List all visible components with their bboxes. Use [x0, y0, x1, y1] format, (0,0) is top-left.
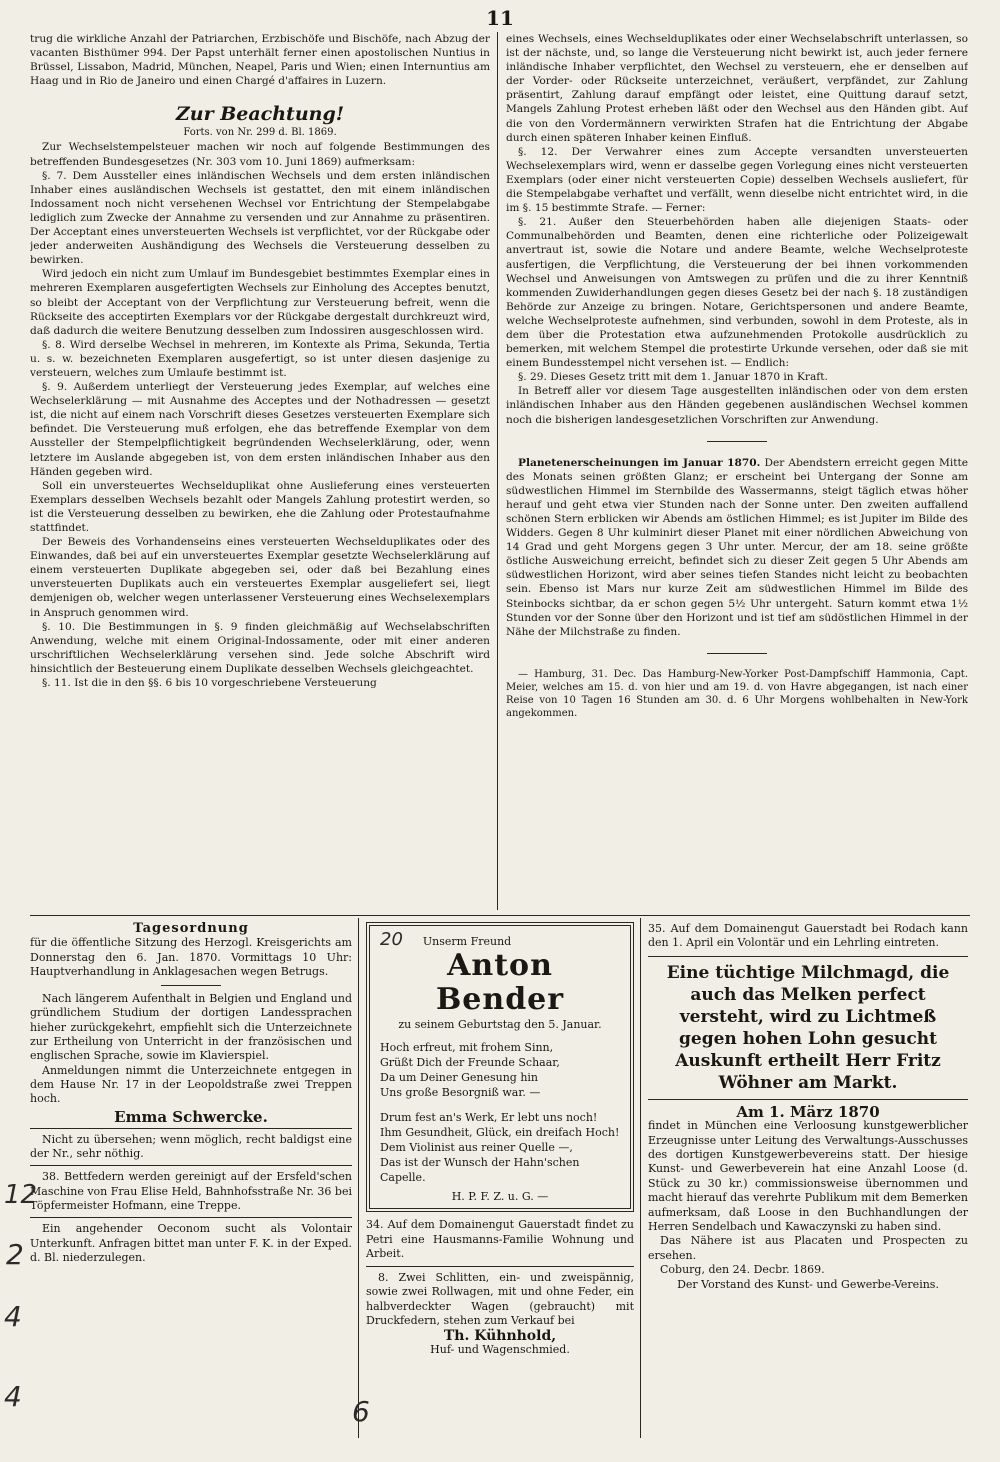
- planet-paragraph: [506, 456, 968, 639]
- coburg-date: Coburg, den 24. Decbr. 1869.: [660, 1263, 825, 1277]
- separator: [707, 653, 767, 654]
- handwritten-mark: 6: [352, 1395, 370, 1428]
- separator: [30, 1217, 352, 1218]
- separator: [30, 1128, 352, 1129]
- verse-line: Hoch erfreut, mit frohem Sinn,: [380, 1041, 554, 1054]
- separator: [648, 1099, 968, 1100]
- paragraph: eines Wechsels, eines Wechselduplikates oder einer Wechselabschrift unterlassen, so ist der nächste, und, so lange die Versteuerung nicht bewirkt ist, auch jeder fernere inländische Inhaber verpflichtet, den Wechsel zu versteuern, ehe er denselben auf der Vorder- oder Rückseite unterzeichnet, veräußert, verpfändet, zur Zahlung präsentirt, Zahlung darauf empfängt oder leistet, eine Quittung darauf setzt, Mangels Zahlung Protest erheben läßt oder den Wechsel aus den Händen gibt. Auf die von den Vordermännern verwirkten Strafen hat die Entrichtung der Abgabe durch einen späteren Inhaber keinen Einfluß.: [506, 33, 968, 144]
- verse-line: Uns große Besorgniß war. —: [380, 1086, 541, 1099]
- paragraph: §. 12. Der Verwahrer eines zum Accepte versandten unversteuerten Wechselexemplars wird, wenn er dasselbe gegen Vorlegung eines nicht versteuerten Exemplars (oder einer nicht versteuerten Copie) desselben Wechsels ausliefert, für die Stempelabgabe verhaftet und verfällt, wenn dieselbe nicht entrichtet wird, in die im §. 15 bestimmte Strafe. — Ferner:: [506, 145, 968, 215]
- article-subline: Forts. von Nr. 299 d. Bl. 1869.: [183, 127, 337, 139]
- paragraph: §. 10. Die Bestimmungen in §. 9 finden gleichmäßig auf Wechselabschriften Anwendung, welche mit einem Original-Indossamente, oder mit einer anderen urschriftlichen Wechselerklärung versehen sind. Jede solche Abschrift wird hinsichtlich der Besteuerung einem Duplikate desselben Wechsels gleichgeachtet.: [30, 620, 490, 675]
- schlitten-ad: 8. Zwei Schlitten, ein- und zweispännig, sowie zwei Rollwagen, mit und ohne Feder, ein halbverdeckter Wagen (gebraucht) mit Druckfedern, stehen zum Verkauf bei: [366, 1270, 634, 1327]
- maerz-heading: Am 1. März 1870: [736, 1102, 880, 1121]
- paragraph: §. 21. Außer den Steuerbehörden haben alle diejenigen Staats- oder Communalbehörden und Beamten, denen eine richterliche oder Polizeigewalt anvertraut ist, sowie die Notare und andere Beamte, welche Wechselproteste ausfertigen, die Verpflichtung, die Versteuerung der bei ihnen vorkommenden Wechsel und Anweisungen von Amtswegen zu prüfen und die zu ihrer Kenntniß kommenden Zuwiderhandlungen gegen dieses Gesetz bei der nach §. 18 zuständigen Behörde zur Anzeige zu bringen. Notare, Gerichtspersonen und andere Beamte, welche Wechselproteste aufnehmen, sind verbunden, sowohl in dem Proteste, als in dem über die Protestation etwa aufzunehmenden Protokolle ausdrücklich zu bemerken, mit welchem Stempel die protestirte Urkunde versehen, oder daß sie mit einem Bundesstempel nicht versehen ist. — Endlich:: [506, 216, 968, 370]
- column-divider-top: [497, 32, 498, 910]
- paragraph: §. 29. Dieses Gesetz tritt mit dem 1. Januar 1870 in Kraft.: [518, 371, 828, 384]
- handwritten-mark: 4: [4, 1300, 22, 1333]
- separator: [366, 1266, 634, 1267]
- ads-divider-left: [358, 918, 359, 1438]
- vorstand-sign: Der Vorstand des Kunst- und Gewerbe-Vereins.: [677, 1277, 939, 1291]
- maerz-text-2: Das Nähere ist aus Placaten und Prospecten zu ersehen.: [648, 1234, 968, 1262]
- paragraph: In Betreff aller vor diesem Tage ausgestellten inländischen oder von dem ersten inländischen Inhaber aus den Händen gegebenen ausländischen Wechsel kommen noch die bisherigen landesgesetzlichen Vorschriften zur Anwendung.: [506, 385, 968, 426]
- handwritten-mark: 12: [4, 1180, 38, 1210]
- paragraph: §. 8. Wird derselbe Wechsel in mehreren, im Kontexte als Prima, Sekunda, Tertia u. s. w. bezeichneten Exemplaren ausgefertigt, so ist unter diesen dasjenige zu versteuern, welches zum Umlaufe bestimmt ist.: [30, 338, 490, 379]
- verse-line: Das ist der Wunsch der Hahn'schen Capelle.: [380, 1156, 580, 1184]
- separator: [707, 441, 767, 442]
- planet-heading: Planetenerscheinungen im Januar 1870.: [518, 456, 761, 469]
- page-number: 11: [486, 6, 514, 30]
- emma-name: Emma Schwercke.: [114, 1107, 268, 1126]
- verse-line: Ihm Gesundheit, Glück, ein dreifach Hoch!: [380, 1126, 620, 1139]
- ads-right: [648, 922, 968, 1437]
- verse-line: Da um Deiner Genesung hin: [380, 1071, 539, 1084]
- hamburg-note: — Hamburg, 31. Dec. Das Hamburg-New-Yorker Post-Dampfschiff Hammonia, Capt. Meier, welches am 15. d. von hier und am 19. d. von Havre abgegangen, ist nach einer Reise von 10 Tagen 16 Stunden am 30. d. 6 Uhr Morgens wohlbehalten in New-York angekommen.: [506, 668, 968, 719]
- paragraph: Zur Wechselstempelsteuer machen wir noch auf folgende Bestimmungen des betreffenden Bundesgesetzes (Nr. 303 vom 10. Juni 1869) aufmerksam:: [30, 141, 490, 168]
- paragraph: Wird jedoch ein nicht zum Umlauf im Bundesgebiet bestimmtes Exemplar eines in mehreren Exemplaren ausgefertigten Wechsels zur Einholung des Acceptes benutzt, so bleibt der Acceptant von der Verpflichtung zur Versteuerung befreit, wenn die Rückseite des acceptirten Exemplars vor der Rückgabe dergestalt durchkreuzt wird, daß dadurch die weitere Benutzung desselben zum Indossiren ausgeschlossen wird.: [30, 268, 490, 337]
- box-header: [380, 929, 620, 950]
- section-divider: [30, 915, 970, 916]
- gauerstadt-35-ad: 35. Auf dem Domainengut Gauerstadt bei Rodach kann den 1. April ein Volontär und ein Lehrling eintreten.: [648, 922, 968, 950]
- emma-text: Nach längerem Aufenthalt in Belgien und England und gründlichem Studium der dortigen Landessprachen hieher zurückgekehrt, empfiehlt sich die Unterzeichnete zur Ertheilung von Unterricht in der französischen und englischen Sprache, sowie im Klavierspiel.: [30, 992, 352, 1063]
- ads-middle: [366, 1218, 634, 1438]
- milchmagd-ad: Eine tüchtige Milchmagd, die auch das Melken perfect versteht, wird zu Lichtmeß gegen hohen Lohn gesucht Auskunft ertheilt Herr Fritz Wöhner am Markt.: [666, 962, 950, 1093]
- separator: [161, 985, 221, 986]
- handwritten-mark: 4: [4, 1380, 22, 1413]
- paragraph: Soll ein unversteuertes Wechselduplikat ohne Auslieferung eines versteuerten Exemplars desselben Wechsels bezahlt oder Mangels Zahlung protestirt werden, so ist die Versteuerung desselben zu bewirken, ehe die Zahlung oder Protestaufnahme stattfindet.: [30, 479, 490, 534]
- planet-text: Der Abendstern erreicht gegen Mitte des Monats seinen größten Glanz; er erscheint bei Untergang der Sonne am südwestlichen Himmel im Sternbilde des Wassermanns, steigt täglich etwas höher herauf und geht etwa vier Stunden nach der Sonne unter. Den zweiten auffallend schönen Stern erblicken wir Abends am östlichen Himmel; es ist Jupiter im Bilde des Widders. Gegen 8 Uhr kulminirt dieser Planet mit einer nördlichen Abweichung von 14 Grad und geht Morgens gegen 3 Uhr unter. Mercur, der am 18. seine größte östliche Ausweichung erreicht, befindet sich zu dieser Zeit gegen 5 Uhr Abends am südwestlichen Horizont, wird aber seines tiefen Standes nicht leicht zu beobachten sein. Ebenso ist Mars nur kurze Zeit am südwestlichen Himmel im Bilde des Steinbocks sichtbar, da er schon gegen 5½ Uhr untergeht. Saturn kommt etwa 1½ Stunden vor der Sonne über den Horizont und ist tief am südöstlichen Himmel in der Nähe der Milchstraße zu finden.: [506, 456, 968, 638]
- box-poem: [380, 1040, 620, 1185]
- paragraph: §. 11. Ist die in den §§. 6 bis 10 vorgeschriebene Versteuerung: [42, 677, 377, 690]
- gauerstadt-34-ad: 34. Auf dem Domainengut Gauerstadt findet zu Petri eine Hausmanns-Familie Wohnung und Arbeit.: [366, 1218, 634, 1260]
- ads-divider-right: [640, 918, 641, 1438]
- verse-line: Grüßt Dich der Freunde Schaar,: [380, 1056, 560, 1069]
- verse-gap: [380, 1100, 620, 1110]
- paragraph: §. 9. Außerdem unterliegt der Versteuerung jedes Exemplar, auf welches eine Wechselerklärung — mit Ausnahme des Acceptes und der Nothadressen — gesetzt ist, die nicht auf einem nach Vorschrift dieses Gesetzes versteuerten Exemplare sich befindet. Die Versteuerung muß erfolgen, ehe das betreffende Exemplar von dem Aussteller der Stempelpflichtigkeit begründenden Wechselerklärung, oder, wenn letztere im Auslande abgegeben ist, von dem ersten inländischen Inhaber aus den Händen gegeben wird.: [30, 381, 490, 478]
- nicht-text: Nicht zu übersehen; wenn möglich, recht baldigst eine der Nr., sehr nöthig.: [30, 1132, 352, 1161]
- verse-line: Drum fest an's Werk, Er lebt uns noch!: [380, 1111, 598, 1124]
- right-column: [506, 32, 968, 912]
- maerz-text: findet in München eine Verloosung kunstgewerblicher Erzeugnisse unter Leitung des Verwaltungs-Ausschusses des dortigen Kunstgewerbevereins statt. Der hiesige Kunst- und Gewerbeverein hat eine Anzahl Loose (d. Stück zu 30 kr.) commissionsweise übernommen und macht hierauf das verehrte Publikum mit dem Bemerken aufmerksam, daß Loose in den Buchhandlungen der Herren Sendelbach und Kawaczynski zu haben sind.: [648, 1119, 968, 1234]
- kuehnhold-trade: Huf- und Wagenschmied.: [430, 1343, 570, 1356]
- article-heading: Zur Beachtung!: [175, 103, 345, 126]
- left-column: [30, 32, 490, 912]
- paragraph: §. 7. Dem Aussteller eines inländischen Wechsels und dem ersten inländischen Inhaber eines ausländischen Wechsels ist gestattet, den mit einem inländischen Indossament noch nicht versehenen Wechsel vor Entrichtung der Stempelabgabe lediglich zum Zwecke der Annahme zu versenden und zur Annahme zu präsentiren. Der Acceptant eines unversteuerten Wechsels ist verpflichtet, vor der Rückgabe oder jeder anderweiten Aushändigung des Wechsels die Versteuerung desselben zu bewirken.: [30, 169, 490, 267]
- intro-paragraph: trug die wirkliche Anzahl der Patriarchen, Erzbischöfe und Bischöfe, nach Abzug der vacanten Bisthümer 994. Der Papst unterhält ferner einen apostolischen Nuntius in Brüssel, Lissabon, Madrid, München, Neapel, Paris und Wien; einen Internuntius am Haag und in Rio de Janeiro und einen Chargé d'affaires in Luzern.: [30, 33, 490, 88]
- tages-title: Tagesordnung: [133, 922, 249, 936]
- paragraph: Der Beweis des Vorhandenseins eines versteuerten Wechselduplikates oder des Einwandes, daß bei auf ein unversteuertes Exemplar gesetzte Wechselerklärung auf einem versteuerten Duplikate abgegeben sei, oder daß bei Bezahlung eines unversteuerten Duplikats auch ein versteuertes Exemplar ausgeliefert sei, liegt demjenigen ob, welcher wegen unterlassener Versteuerung eines Wechselexemplars in Anspruch genommen wird.: [30, 536, 490, 619]
- box-name: Anton Bender: [435, 948, 565, 1017]
- oeconom-ad: Ein angehender Oeconom sucht als Volontair Unterkunft. Anfragen bittet man unter F. K. in der Exped. d. Bl. niederzulegen.: [30, 1222, 352, 1264]
- kuehnhold-name: Th. Kühnhold,: [443, 1327, 557, 1344]
- separator: [648, 956, 968, 957]
- tages-text: für die öffentliche Sitzung des Herzogl. Kreisgerichts am Donnerstag den 6. Jan. 1870. Vormittags 10 Uhr: Hauptverhandlung in Anklagesachen wegen Betrugs.: [30, 936, 352, 978]
- separator: [30, 1165, 352, 1166]
- bettfedern-ad: 38. Bettfedern werden gereinigt auf der Ersfeld'schen Maschine von Frau Elise Held, Bahnhofsstraße Nr. 36 bei Töpfermeister Hofmann, eine Treppe.: [30, 1170, 352, 1213]
- ads-left: [30, 922, 352, 1437]
- birthday-box: [366, 922, 634, 1212]
- box-number: 20: [380, 929, 403, 950]
- emma-text-2: Anmeldungen nimmt die Unterzeichnete entgegen in dem Hause Nr. 17 in der Leopoldstraße zwei Treppen hoch.: [30, 1063, 352, 1106]
- handwritten-mark: 2: [6, 1238, 24, 1271]
- box-line1: Unserm Freund: [422, 935, 512, 948]
- box-line2: zu seinem Geburtstag den 5. Januar.: [398, 1018, 602, 1031]
- verse-line: Dem Violinist aus reiner Quelle —,: [380, 1141, 573, 1154]
- box-sign: H. P. F. Z. u. G. —: [451, 1190, 549, 1203]
